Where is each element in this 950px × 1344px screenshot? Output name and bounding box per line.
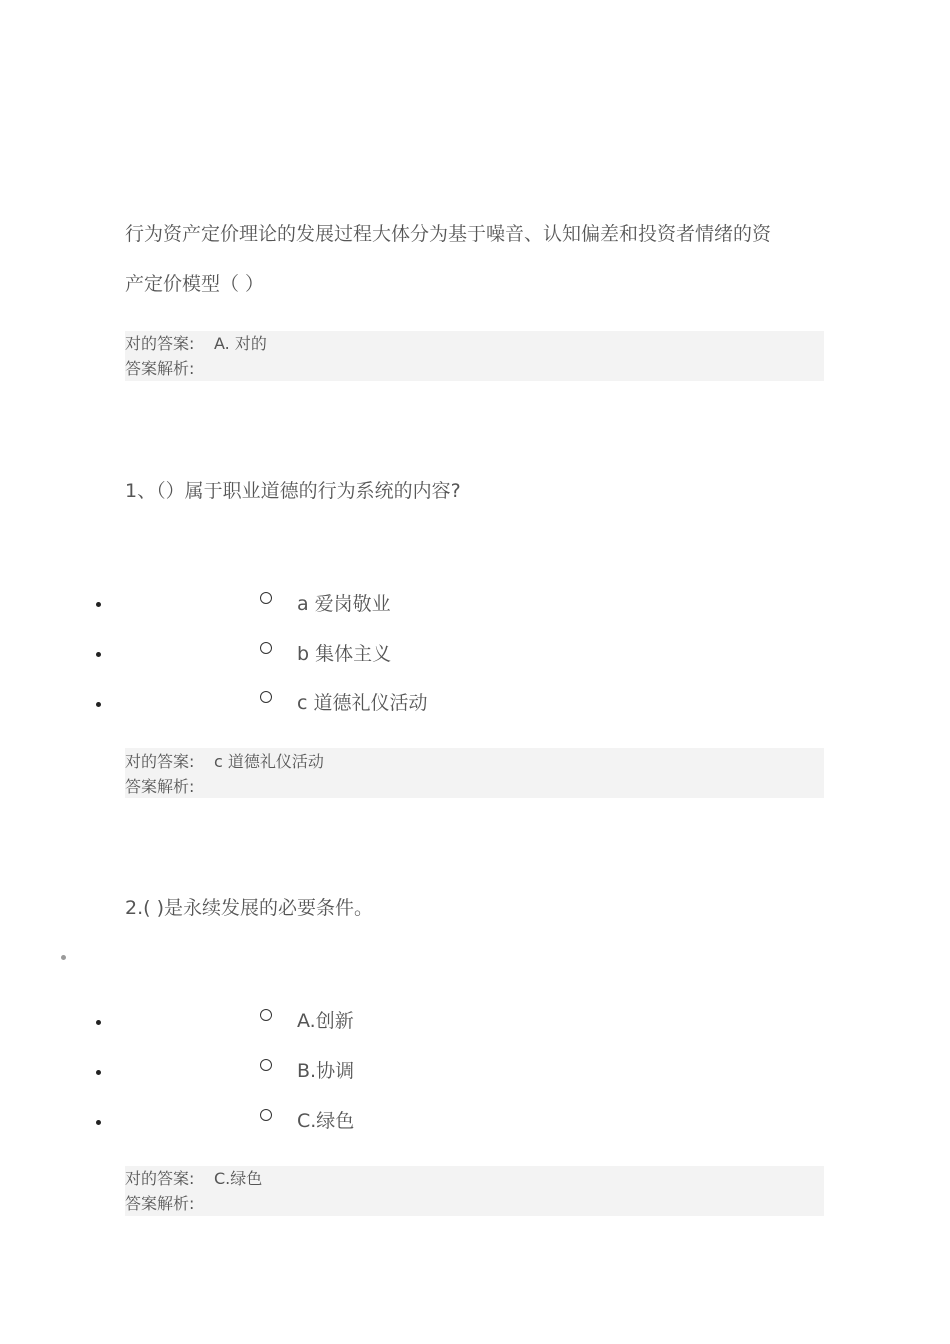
option-label[interactable]: C.绿色 xyxy=(297,1110,355,1132)
question-1-text: 1、（）属于职业道德的行为系统的内容? xyxy=(125,480,461,502)
list-bullet xyxy=(96,602,101,607)
answer-box xyxy=(125,331,824,381)
correct-answer-value: C.绿色 xyxy=(214,1169,263,1188)
question-text-line-1: 行为资产定价理论的发展过程大体分为基于噪音、认知偏差和投资者情绪的资 xyxy=(125,223,772,245)
correct-answer-label: 对的答案: xyxy=(125,334,195,353)
correct-answer-label: 对的答案: xyxy=(125,752,195,771)
list-bullet xyxy=(96,1070,101,1075)
radio-button[interactable] xyxy=(260,1109,272,1121)
answer-analysis-label: 答案解析: xyxy=(125,777,195,796)
answer-analysis-row xyxy=(125,776,214,798)
option-label[interactable]: c 道德礼仪活动 xyxy=(297,692,428,714)
question-text-line-2: 产定价模型（ ） xyxy=(125,273,265,295)
correct-answer-label: 对的答案: xyxy=(125,1169,195,1188)
answer-analysis-row xyxy=(125,358,214,380)
correct-answer-value: A. 对的 xyxy=(214,334,267,353)
option-label[interactable]: A.创新 xyxy=(297,1010,354,1032)
option-label[interactable]: B.协调 xyxy=(297,1060,355,1082)
answer-analysis-label: 答案解析: xyxy=(125,1194,195,1213)
option-label[interactable]: b 集体主义 xyxy=(297,643,392,665)
correct-answer-row xyxy=(125,751,324,773)
radio-button[interactable] xyxy=(260,1059,272,1071)
correct-answer-row xyxy=(125,1168,262,1190)
radio-button[interactable] xyxy=(260,642,272,654)
answer-box xyxy=(125,748,824,798)
radio-button[interactable] xyxy=(260,1009,272,1021)
list-bullet xyxy=(96,702,101,707)
list-bullet xyxy=(96,1020,101,1025)
answer-box xyxy=(125,1166,824,1216)
question-2-text: 2.( )是永续发展的必要条件。 xyxy=(125,897,373,919)
correct-answer-row xyxy=(125,333,267,355)
answer-analysis-label: 答案解析: xyxy=(125,359,195,378)
radio-button[interactable] xyxy=(260,691,272,703)
list-bullet xyxy=(61,955,66,960)
radio-button[interactable] xyxy=(260,592,272,604)
list-bullet xyxy=(96,652,101,657)
option-label[interactable]: a 爱岗敬业 xyxy=(297,593,391,615)
list-bullet xyxy=(96,1120,101,1125)
answer-analysis-row xyxy=(125,1193,214,1215)
correct-answer-value: c 道德礼仪活动 xyxy=(214,752,324,771)
